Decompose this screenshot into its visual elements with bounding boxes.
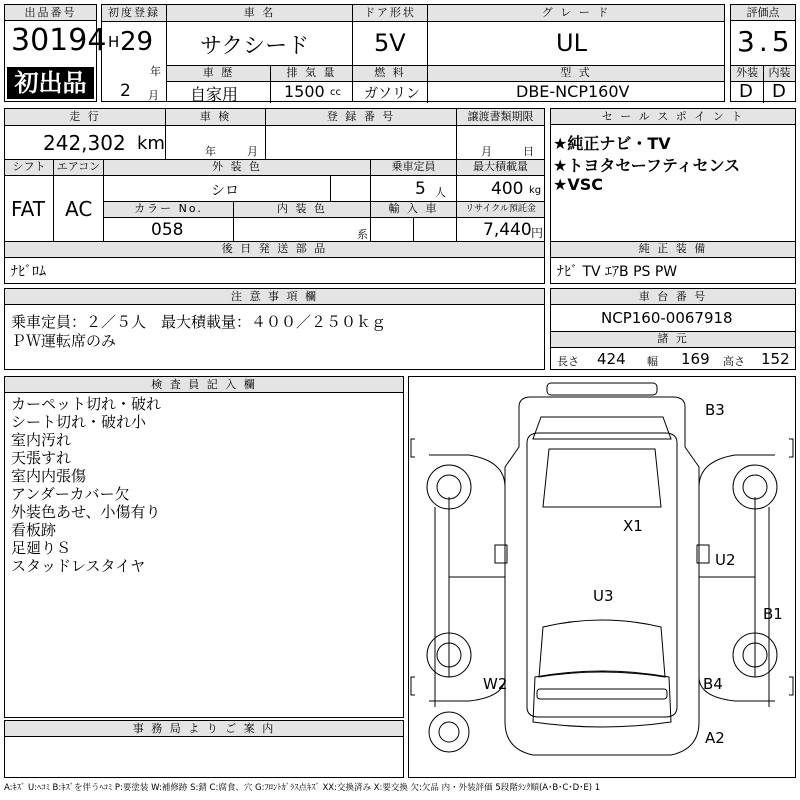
specs-block xyxy=(4,108,545,284)
chassis-block xyxy=(550,288,796,370)
fuel-label: 燃 料 xyxy=(353,66,427,81)
transfer-day-unit: 日 xyxy=(523,145,534,158)
lot-block xyxy=(4,4,107,102)
car-name: サクシード xyxy=(200,34,310,59)
sales-points-block xyxy=(550,108,796,284)
score-value: 3.5 xyxy=(737,25,794,58)
inspector-line: 天張すれ xyxy=(11,449,72,467)
car-diagram-block xyxy=(408,376,796,778)
door-type: 5V xyxy=(374,29,406,57)
length-label: 長さ xyxy=(557,355,579,368)
reg-label: 初度登録 xyxy=(102,5,166,21)
inspector-line: 室内汚れ xyxy=(11,431,72,449)
later-parts: ﾅﾋﾞﾛﾑ xyxy=(11,264,46,280)
body-color: シロ xyxy=(211,183,239,199)
inspector-line: 室内内張傷 xyxy=(11,467,87,485)
height-label: 高さ xyxy=(723,355,745,368)
notes-line-2: ＰＷ運転席のみ xyxy=(11,332,117,350)
inspector-line: スタッドレスタイヤ xyxy=(11,557,146,575)
recycle-fee: 7,440 xyxy=(483,220,532,240)
ac-label: エアコン xyxy=(54,160,103,175)
sales-points-label: セ ー ル ス ポ イ ン ト xyxy=(551,109,795,125)
width-label: 幅 xyxy=(647,355,658,368)
office-label: 事 務 局 よ り ご 案 内 xyxy=(5,721,403,737)
inspector-line: カーペット切れ・破れ xyxy=(11,395,162,413)
inspection-year-unit: 年 xyxy=(205,145,216,158)
transfer-label: 譲渡書類期限 xyxy=(457,109,544,125)
exterior-grade: D xyxy=(739,81,753,102)
equipment-label: 純 正 装 備 xyxy=(551,242,795,257)
sales-point-3: ★VSC xyxy=(553,175,603,194)
length: 424 xyxy=(597,350,626,368)
legend: A:ｷｽﾞ U:ﾍｺﾐ B:ｷｽﾞを伴うﾍｺﾐ P:要塗装 W:補修跡 S:錆 C:腐食、穴 G:ﾌﾛﾝﾄｶﾞﾗｽ点ｷｽﾞ XX:交換済み X:要交換 欠:欠品 内・外装評価 5段階ﾗﾝｸ順(A･B･C･D･E) 1 xyxy=(4,783,601,793)
mark-w2: W2 xyxy=(483,675,508,693)
exterior-label: 外装 xyxy=(731,66,763,81)
car-diagram xyxy=(409,377,795,777)
mark-u2: U2 xyxy=(715,551,736,569)
inspector-line: シート切れ・破れ小 xyxy=(11,413,147,431)
displacement-unit: cc xyxy=(330,87,341,98)
mark-x1: X1 xyxy=(623,517,643,535)
height: 152 xyxy=(761,350,790,368)
recycle-unit: 円 xyxy=(531,226,544,240)
inspector-label: 検 査 員 記 入 欄 xyxy=(5,377,403,393)
color-no: 058 xyxy=(151,220,184,240)
later-parts-label: 後 日 発 送 部 品 xyxy=(5,242,544,257)
history: 自家用 xyxy=(190,85,239,104)
mark-u3: U3 xyxy=(593,587,614,605)
transfer-month-unit: 月 xyxy=(481,145,492,158)
door-label: ドア形状 xyxy=(353,5,427,21)
interior-grade: D xyxy=(772,81,786,102)
displacement: 1500 xyxy=(284,82,325,101)
interior-color-label: 内 装 色 xyxy=(234,202,370,217)
lot-label: 出品番号 xyxy=(5,5,96,21)
notes-label: 注 意 事 項 欄 xyxy=(5,289,544,305)
first-listing-badge: 初出品 xyxy=(7,67,94,99)
sales-point-2: ★トヨタセーフティセンス xyxy=(553,156,741,175)
mileage-label: 走 行 xyxy=(5,109,165,125)
history-label: 車 歴 xyxy=(167,66,270,81)
mark-b4: B4 xyxy=(703,675,723,693)
score-block xyxy=(730,4,796,102)
max-load: 400 xyxy=(491,179,524,199)
interior-color-unit: 系 xyxy=(357,228,368,241)
mark-b1: B1 xyxy=(763,605,783,623)
car-name-label: 車 名 xyxy=(167,5,352,21)
dims-label: 諸 元 xyxy=(551,332,795,347)
mileage: 242,302 xyxy=(43,131,126,155)
reg-year: 29 xyxy=(120,27,154,57)
inspector-line: アンダーカバー欠 xyxy=(11,485,130,503)
width: 169 xyxy=(681,350,710,368)
fuel: ガソリン xyxy=(364,86,420,102)
reg-year-unit: 年 xyxy=(150,65,161,78)
office-block xyxy=(4,720,404,778)
inspection-label: 車 検 xyxy=(166,109,265,125)
grade-label: グ レ ー ド xyxy=(428,5,724,21)
inspector-line: 看板跡 xyxy=(11,521,57,539)
chassis-label: 車 台 番 号 xyxy=(551,289,795,305)
plate-label: 登 録 番 号 xyxy=(266,109,456,125)
capacity-label: 乗車定員 xyxy=(371,160,456,175)
score-label: 評価点 xyxy=(731,5,795,21)
capacity-unit: 人 xyxy=(435,186,446,199)
equipment: ﾅﾋﾞ TV ｴｱB PS PW xyxy=(557,264,678,280)
inspector-block xyxy=(4,376,404,718)
max-load-unit: kg xyxy=(529,185,542,196)
capacity: 5 xyxy=(415,179,426,199)
interior-label: 内装 xyxy=(764,66,795,81)
color-no-label: カラー No. xyxy=(104,202,233,217)
inspection-month-unit: 月 xyxy=(247,145,258,158)
load-label: 最大積載量 xyxy=(457,160,544,175)
recycle-label: リサイクル預託金 xyxy=(457,202,544,217)
inspector-line: 外装色あせ、小傷有り xyxy=(11,503,161,521)
color-label: 外 装 色 xyxy=(104,160,370,175)
mark-b3: B3 xyxy=(705,401,725,419)
inspector-line: 足廻りＳ xyxy=(11,539,72,557)
mark-a2: A2 xyxy=(705,729,725,747)
notes-block xyxy=(4,288,545,370)
vehicle-info-block xyxy=(101,4,725,102)
model-label: 型 式 xyxy=(428,66,724,81)
shift-label: シフト xyxy=(5,160,53,175)
reg-month-unit: 月 xyxy=(148,89,159,102)
notes-line-1: 乗車定員：２／５人 最大積載量：４００／２５０ｋｇ xyxy=(11,313,387,331)
model: DBE-NCP160V xyxy=(516,82,630,101)
mileage-unit: km xyxy=(137,133,165,154)
shift: FAT xyxy=(11,197,46,221)
import-label: 輸 入 車 xyxy=(371,202,456,217)
lot-number: 30194 xyxy=(11,23,107,58)
chassis-number: NCP160-0067918 xyxy=(601,309,733,327)
displacement-label: 排 気 量 xyxy=(271,66,352,81)
reg-era: H xyxy=(108,33,120,51)
reg-month: 2 xyxy=(120,81,131,101)
inspector-lines xyxy=(11,395,161,575)
ac: AC xyxy=(65,197,93,221)
grade: UL xyxy=(556,29,587,57)
sales-point-1: ★純正ナビ・TV xyxy=(553,134,671,153)
